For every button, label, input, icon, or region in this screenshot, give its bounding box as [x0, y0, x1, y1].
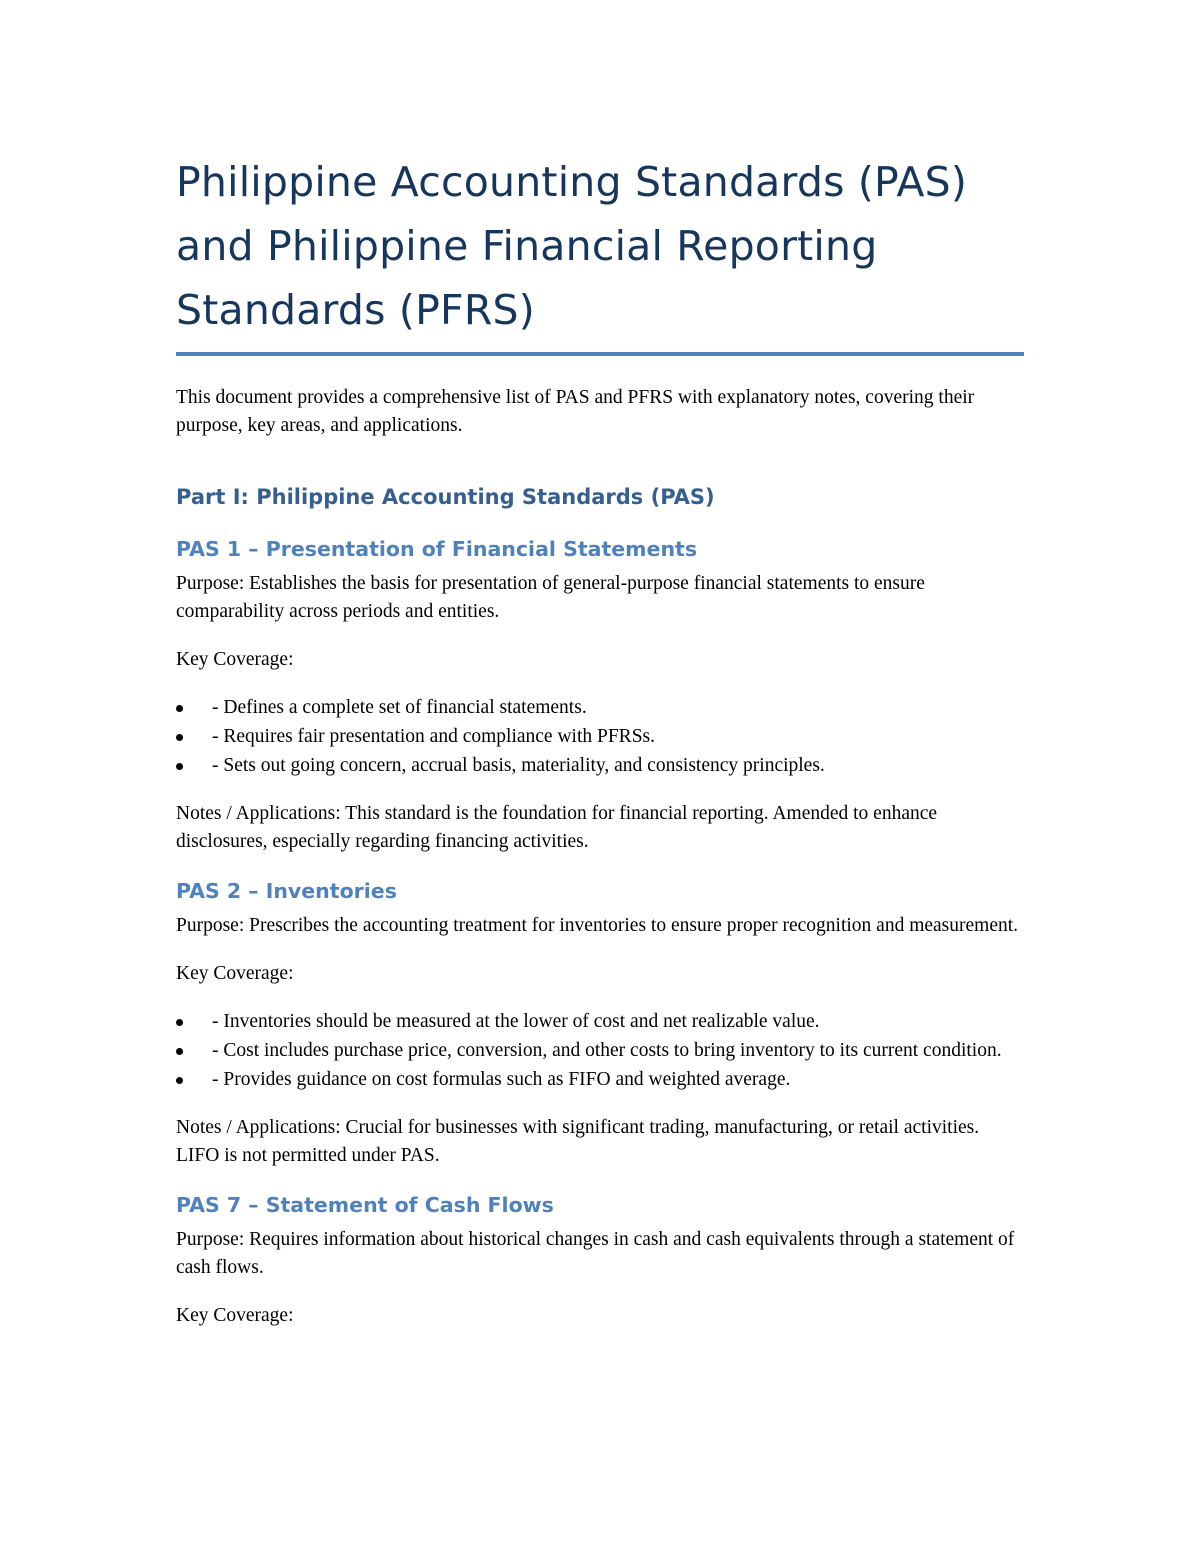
- title-divider: [176, 352, 1024, 356]
- key-coverage-list: [176, 694, 1024, 780]
- document-title: [176, 150, 1024, 342]
- notes-paragraph: Notes / Applications: Crucial for businesses with significant trading, manufacturing, or retail activities. LIFO is not permitted under PAS.: [176, 1117, 980, 1166]
- section-pas-2: [176, 876, 1024, 1170]
- bullet-icon: [176, 1048, 183, 1055]
- list-item: - Cost includes purchase price, conversion, and other costs to bring inventory to its current condition.: [176, 1037, 1024, 1065]
- bullet-icon: [176, 734, 183, 741]
- section-pas-1: [176, 534, 1024, 856]
- notes-paragraph: Notes / Applications: This standard is the foundation for financial reporting. Amended to enhance disclosures, especially regarding financing activities.: [176, 803, 938, 852]
- section-heading: PAS 2 – Inventories: [176, 879, 397, 903]
- title-line-2: and Philippine Financial Reporting: [176, 222, 878, 270]
- purpose-paragraph: Purpose: Establishes the basis for presentation of general-purpose financial statements to ensure comparability across periods and entities.: [176, 573, 925, 622]
- purpose-paragraph: Purpose: Prescribes the accounting treatment for inventories to ensure proper recognition and measurement.: [176, 915, 1019, 936]
- list-item: - Sets out going concern, accrual basis, materiality, and consistency principles.: [176, 752, 1024, 780]
- key-coverage-label: Key Coverage:: [176, 649, 294, 670]
- part-1-heading: Part I: Philippine Accounting Standards (PAS): [176, 485, 715, 509]
- key-coverage-list: [176, 1008, 1024, 1094]
- title-line-1: Philippine Accounting Standards (PAS): [176, 158, 968, 206]
- list-item: - Defines a complete set of financial statements.: [176, 694, 1024, 722]
- section-heading: PAS 7 – Statement of Cash Flows: [176, 1193, 554, 1217]
- intro-paragraph: This document provides a comprehensive list of PAS and PFRS with explanatory notes, covering their purpose, key areas, and applications.: [176, 387, 975, 436]
- list-item: - Provides guidance on cost formulas such as FIFO and weighted average.: [176, 1066, 1024, 1094]
- document-page: [176, 150, 1024, 1350]
- purpose-paragraph: Purpose: Requires information about historical changes in cash and cash equivalents through a statement of cash flows.: [176, 1229, 1015, 1278]
- list-item: - Inventories should be measured at the lower of cost and net realizable value.: [176, 1008, 1024, 1036]
- bullet-icon: [176, 1077, 183, 1084]
- list-item: - Requires fair presentation and compliance with PFRSs.: [176, 723, 1024, 751]
- section-heading: PAS 1 – Presentation of Financial Statements: [176, 537, 698, 561]
- bullet-icon: [176, 1019, 183, 1026]
- bullet-icon: [176, 763, 183, 770]
- section-pas-7: [176, 1190, 1024, 1330]
- bullet-icon: [176, 705, 183, 712]
- key-coverage-label: Key Coverage:: [176, 963, 294, 984]
- key-coverage-label: Key Coverage:: [176, 1305, 294, 1326]
- title-line-3: Standards (PFRS): [176, 286, 535, 334]
